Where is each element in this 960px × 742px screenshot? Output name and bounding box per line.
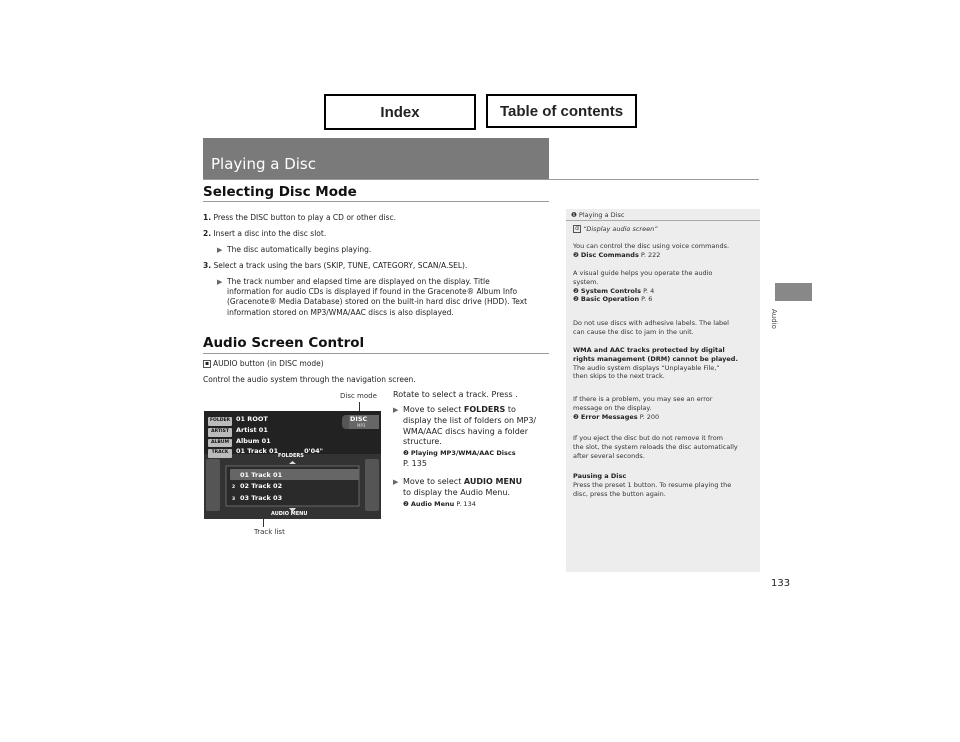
sidebar-line: A visual guide helps you operate the audio (573, 269, 713, 277)
table-of-contents-button[interactable]: Table of contents (486, 94, 637, 128)
sidebar-line: the slot, the system reloads the disc automatically (573, 442, 738, 451)
ref-icon: ❷ (573, 250, 579, 259)
screen-track-list (232, 470, 282, 505)
sidebar-panel (566, 209, 760, 572)
sidebar-divider (566, 220, 760, 221)
screen-track-title: 03 Track 03 (240, 494, 283, 502)
folders-line: structure. (403, 437, 442, 447)
screen-track-title: 02 Track 02 (240, 482, 283, 490)
sidebar-ref-title: Basic Operation (580, 295, 640, 304)
audio-ref[interactable] (393, 499, 553, 510)
section-divider (203, 201, 549, 202)
sidebar-line: If you eject the disc but do not remove it from (573, 434, 724, 442)
sidebar-line: Press the preset 1 button. To resume playing the (573, 480, 732, 489)
screen-row-value: 01 ROOT (236, 415, 268, 423)
step-3-sub-line: The track number and elapsed time are displayed on the display. Title (227, 277, 490, 286)
page-title-text: Playing a Disc (211, 155, 316, 173)
audio-screen-image (204, 411, 381, 519)
screen-row-value: Album 01 (236, 436, 271, 445)
folders-keyword: FOLDERS (463, 405, 506, 414)
screen-track (232, 481, 282, 493)
section-divider (203, 353, 549, 354)
sidebar-ref[interactable] (573, 287, 755, 296)
page-title (203, 138, 549, 179)
screen-tag: ARTIST (208, 428, 232, 437)
voice-command (573, 225, 755, 234)
sidebar-bold-line: rights management (DRM) cannot be played. (573, 354, 738, 363)
arrow-icon: ▶ (393, 406, 399, 414)
sidebar-line: The audio system displays “Unplayable File,” (573, 363, 720, 372)
callout-track-list: Track list (254, 528, 285, 536)
arrow-icon: ▶ (217, 278, 223, 286)
step-3-text: Select a track using the bars (SKIP, TUNE, CATEGORY, SCAN/A.SEL). (213, 261, 468, 270)
sidebar-ref-title: Disc Commands (580, 250, 639, 259)
screen-tag: TRACK (208, 449, 232, 458)
screen-row (208, 426, 323, 437)
step-3-sub-line: information stored on MP3/WMA/AAC discs is also displayed. (227, 307, 454, 317)
step-3-sub-line: information for audio CDs is displayed if found in the Gracenote® Album Info (227, 287, 518, 297)
sidebar-line: can cause the disc to jam in the unit. (573, 327, 694, 336)
arrow-icon: ▶ (393, 478, 399, 486)
screen-tag: FOLDER (208, 417, 232, 426)
screen-track-num: 2 (232, 485, 236, 490)
sidebar-ref-page: P. 222 (640, 250, 661, 259)
folders-line: display the list of folders on MP3/ (403, 415, 537, 425)
screen-track (232, 493, 282, 505)
ref-icon: ❷ (573, 295, 579, 304)
sidebar-para-5 (573, 395, 755, 421)
screen-row (208, 447, 323, 458)
sidebar-ref-title: Error Messages (580, 412, 638, 421)
ref-icon: ❷ (573, 286, 579, 295)
control-label-text: AUDIO button (in DISC mode) (213, 359, 324, 368)
sidebar-bold-line: WMA and AAC tracks protected by digital (573, 346, 725, 354)
folders-ref-page: P. 135 (403, 458, 427, 468)
sidebar-ref[interactable] (573, 295, 755, 304)
sidebar-ref-title: System Controls (580, 286, 641, 295)
sidebar-ref[interactable] (573, 251, 755, 260)
step-3: 3. Select a track using the bars (SKIP, TUNE, CATEGORY, SCAN/A.SEL). (203, 261, 468, 270)
ref-icon: ❷ (403, 499, 409, 508)
rotate-instruction: Rotate to select a track. Press . (393, 390, 518, 399)
side-tab (775, 283, 812, 301)
sidebar-line: Do not use discs with adhesive labels. The label (573, 319, 729, 327)
sidebar-line: after several seconds. (573, 451, 645, 460)
sidebar-ref-page: P. 200 (639, 412, 660, 421)
step-2-text: Insert a disc into the disc slot. (213, 229, 327, 238)
screen-audio-menu: AUDIO MENU (271, 511, 308, 517)
folders-ref-title: Playing MP3/WMA/AAC Discs (410, 449, 516, 458)
sidebar-line: You can control the disc using voice commands. (573, 242, 730, 250)
screen-folders: FOLDERS (278, 453, 304, 459)
sidebar-para-6 (573, 434, 755, 460)
section-heading-audio-screen: Audio Screen Control (203, 335, 365, 351)
audio-text: Move to select (403, 477, 464, 486)
sidebar-heading-text: Playing a Disc (578, 211, 625, 219)
audio-keyword: AUDIO MENU (463, 477, 523, 486)
sidebar-heading (571, 211, 624, 219)
index-button[interactable]: Index (324, 94, 476, 130)
step-3-sub-line: (Gracenote® Media Database) stored on the built-in hard disc drive (HDD). Text (227, 297, 528, 307)
title-divider (203, 179, 759, 180)
audio-line: to display the Audio Menu. (403, 487, 510, 497)
callout-line (263, 515, 264, 527)
arrow-icon: ▶ (217, 246, 223, 254)
control-label (203, 359, 324, 369)
step-1: 1. Press the DISC button to play a CD or other disc. (203, 213, 397, 222)
sidebar-line: message on the display. (573, 403, 652, 412)
screen-row-value: Artist 01 (236, 425, 268, 434)
folders-instruction (393, 405, 553, 470)
intro-text: Control the audio system through the navigation screen. (203, 375, 416, 384)
screen-tag: ALBUM (208, 439, 232, 448)
screen-row-value: 01 Track 01 (236, 447, 279, 456)
sidebar-line: then skips to the next track. (573, 372, 665, 381)
sidebar-para-4 (573, 346, 755, 381)
sidebar-line: system. (573, 277, 599, 286)
sidebar-line: If there is a problem, you may see an error (573, 395, 713, 403)
sidebar-para-2 (573, 269, 755, 304)
folders-text: to (505, 405, 516, 414)
screen-track-title: 01 Track 01 (240, 471, 283, 479)
step-2-sub-text: The disc automatically begins playing. (227, 245, 372, 254)
step-2: 2. Insert a disc into the disc slot. (203, 229, 327, 238)
section-heading-disc-mode: Selecting Disc Mode (203, 184, 357, 200)
sidebar-para-7 (573, 472, 755, 498)
screen-mode: DISC (350, 415, 368, 423)
sidebar-ref-page: P. 6 (641, 295, 653, 304)
screen-track-num: 3 (232, 497, 236, 502)
ref-icon: ❶ (571, 211, 577, 219)
folders-text: Move to select (403, 405, 464, 414)
ref-icon: ❷ (573, 412, 579, 421)
folders-ref[interactable] (393, 448, 553, 459)
sidebar-para-3 (573, 319, 755, 337)
step-3-sub (217, 277, 527, 318)
screen-row (208, 437, 323, 448)
audio-ref-title: Audio Menu (410, 499, 455, 508)
voice-icon: d (573, 225, 581, 233)
sidebar-para-1 (573, 242, 755, 260)
sidebar-bold-line: Pausing a Disc (573, 472, 627, 480)
sidebar-line: disc, press the button again. (573, 489, 666, 498)
screen-time: 0'04" (304, 447, 324, 456)
screen-info (208, 415, 323, 458)
side-tab-label: Audio (770, 309, 778, 329)
audio-menu-instruction (393, 477, 553, 509)
sidebar-ref[interactable] (573, 413, 755, 422)
voice-command-text: “Display audio screen” (583, 225, 658, 233)
step-2-sub (217, 245, 371, 255)
ref-icon: ❷ (403, 449, 409, 458)
audio-ref-page: P. 134 (456, 499, 476, 508)
sidebar-ref-page: P. 4 (643, 286, 655, 295)
screen-row (208, 415, 323, 426)
page-number: 133 (771, 578, 791, 589)
folders-line: WMA/AAC discs having a folder (403, 426, 529, 436)
screen-track (232, 470, 282, 481)
button-icon: ▪ (204, 360, 210, 367)
step-1-text: Press the DISC button to play a CD or other disc. (213, 213, 397, 222)
callout-disc-mode: Disc mode (340, 392, 377, 400)
screen-format: MP3 (357, 423, 366, 428)
